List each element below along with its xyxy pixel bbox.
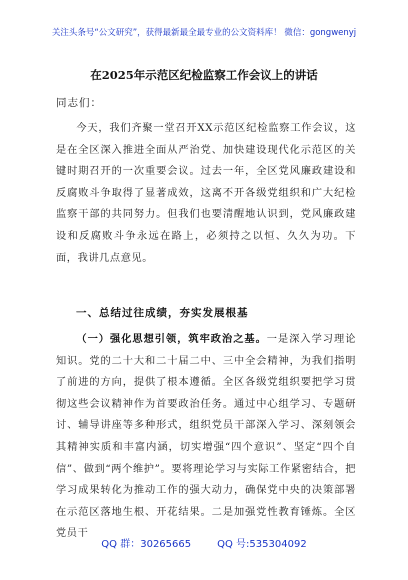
- salutation: 同志们：: [56, 97, 102, 109]
- subsection-body: 一是深入学习理论知识。党的二十大和二十届二中、三中全会精神，为我们指明了前进的方向，提供了根本遵循。全区各级党组织要把学习贯彻这些会议精神作为首要政治任务。通过中心组学习、专题研讨、辅导讲座等多种形式，组织党员干部深入学习、深刻领会其精神实质和丰富内涵，切实增强“四个意识”、坚定“四个自信”、做到“两个维护”。要将理论学习与实际工作紧密结合，把学习成果转化为推动工作的强大动力，确保党中央的决策部署在示范区落地生根、开花结果。二是加强党性教育锤炼。全区党员干: [56, 334, 356, 540]
- header-banner: 关注头条号“公文研究”，获得最新最全最专业的公文资料库！ 微信：gongwenyj: [51, 28, 357, 38]
- opening-paragraph: 今天，我们齐聚一堂召开XX示范区纪检监察工作会议，这是在全区深入推进全面从严治党、加快建设现代化示范区的关键时期召开的一次重要会议。过去一年，全区党风廉政建设和反腐败斗争取得了显著成效，这离不开各级党组织和广大纪检监察干部的共同努力。但我们也要清醒地认识到，党风廉政建设和反腐败斗争永远在路上，必须持之以恒、久久为功。下面，我讲几点意见。: [56, 123, 356, 264]
- section-heading: 一、总结过往成绩，夯实发展根基: [76, 307, 249, 319]
- section-paragraph: [56, 329, 356, 545]
- footer-contact: [0, 535, 408, 550]
- subsection-heading: （一）强化思想引领，筑牢政治之基。: [76, 333, 267, 345]
- document-title: 在2025年示范区纪检监察工作会议上的讲话: [90, 68, 318, 82]
- qq-group-text: QQ 群：30265665: [101, 539, 192, 550]
- qq-number-text: QQ 号:535304092: [217, 539, 307, 550]
